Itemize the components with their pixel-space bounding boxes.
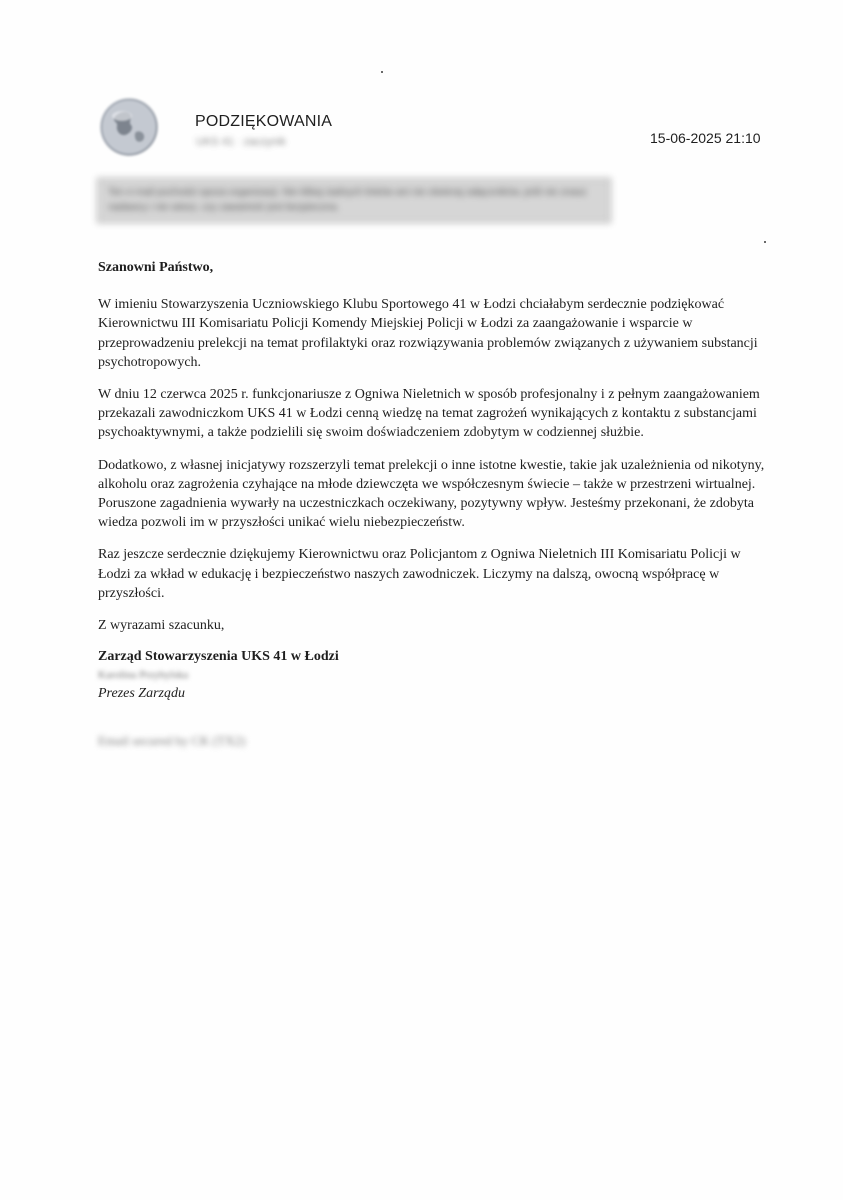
signature-name-redacted: Karolina Przybylska <box>98 669 189 682</box>
letter-salutation: Szanowni Państwo, <box>98 260 214 275</box>
scan-speck <box>381 71 383 73</box>
globe-avatar-icon <box>100 98 158 156</box>
sender-redacted: UKS 41 · zaczynik <box>196 136 286 148</box>
letter-paragraph: W imieniu Stowarzyszenia Uczniowskiego Klubu Sportowego 41 w Łodzi chciałabym serdecznie podziękować Kierownictwu III Komisariatu Policji Komendy Miejskiej Policji w Łodzi za zaangażowanie i wsparcie w przeprowadzeniu prelekcji na temat profilaktyki oraz rozwiązywania problemów związanych z używaniem substancji psychotropowych. <box>98 297 758 370</box>
signature-title: Prezes Zarządu <box>98 686 185 702</box>
letter-paragraph: Raz jeszcze serdecznie dziękujemy Kierownictwu oraz Policjantom z Ogniwa Nieletnich III Komisariatu Policji w Łodzi za wkład w edukację i bezpieczeństwo naszych zawodniczek. Liczymy na dalszą, owocną współpracę w przyszłości. <box>98 547 741 601</box>
email-subject: PODZIĘKOWANIA <box>195 113 333 130</box>
email-footer-redacted: Email secured by CK (TX2) <box>98 733 246 748</box>
globe-icon <box>100 98 158 156</box>
signature-organization: Zarząd Stowarzyszenia UKS 41 w Łodzi <box>98 649 339 665</box>
letter-paragraph: W dniu 12 czerwca 2025 r. funkcjonariusze z Ogniwa Nieletnich w sposób profesjonalny i z pełnym zaangażowaniem przekazali zawodniczkom UKS 41 w Łodzi cenną wiedzę na temat zagrożeń wynikających z kontaktu z substancjami psychoaktywnymi, a także podzielili się swoim doświadczeniem zdobytym w codziennej służbie. <box>98 387 760 441</box>
letter-body <box>98 258 768 704</box>
letter-paragraph: Dodatkowo, z własnej inicjatywy rozszerzyli temat prelekcji o inne istotne kwestie, takie jak uzależnienia od nikotyny, alkoholu oraz zagrożenia czyhające na młode dziewczęta we współczesnym świecie – także w przestrzeni wirtualnej. Poruszone zagadnienia wywarły na uczestniczkach oczekiwany, pozytywny wpływ. Jesteśmy przekonani, że zdobyta wiedza pozwoli im w przyszłości unikać wielu niebezpieczeństw. <box>98 457 765 531</box>
letter-closing: Z wyrazami szacunku, <box>98 618 225 634</box>
email-datetime: 15-06-2025 21:10 <box>650 130 761 146</box>
scan-speck <box>764 241 766 243</box>
external-sender-notice-redacted: Ten e-mail pochodzi spoza organizacji. Nie klikaj żadnych linków ani nie otwieraj załączników, jeśli nie znasz nadawcy i nie wiesz, czy zawartość jest bezpieczna. <box>97 178 611 223</box>
